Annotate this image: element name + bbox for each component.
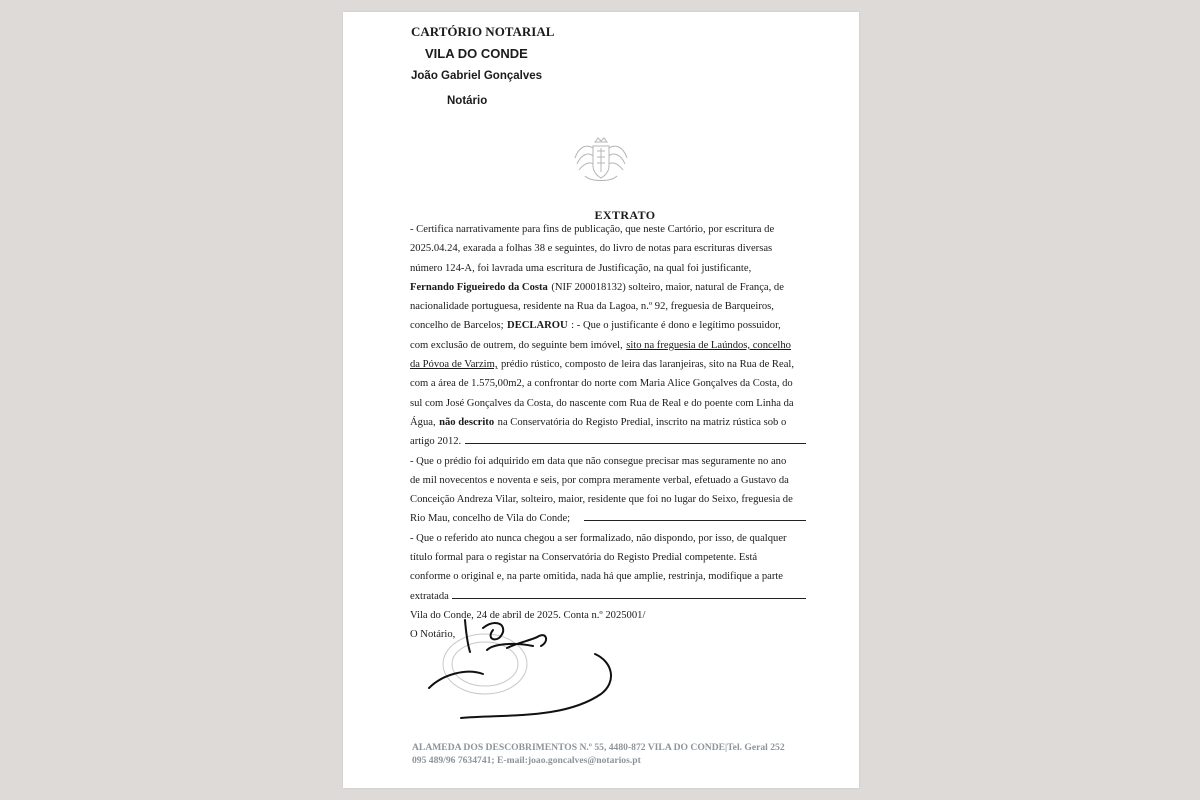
footer-phone-email: 095 489/96 7634741; E-mail:joao.goncalves@notarios.pt xyxy=(412,755,641,766)
text-span: na Conservatória do Registo Predial, inscrito na matriz rústica sob o xyxy=(497,416,787,428)
coat-of-arms-icon xyxy=(571,136,631,186)
text-span: artigo 2012. xyxy=(410,436,462,448)
text-span: - Que o prédio foi adquirido em data que não consegue precisar mas seguramente no ano xyxy=(410,455,787,467)
text-line xyxy=(410,316,809,335)
text-line xyxy=(410,374,809,393)
text-span: com a área de 1.575,00m2, a confrontar do norte com Maria Alice Gonçalves da Costa, do xyxy=(410,378,793,390)
text-line xyxy=(410,529,809,548)
notary-name: João Gabriel Gonçalves xyxy=(411,70,543,82)
document-title: EXTRATO xyxy=(594,208,656,222)
property-location: sito na freguesia de Laúndos, concelho xyxy=(626,339,791,351)
text-span: extratada xyxy=(410,590,449,602)
notary-role: Notário xyxy=(447,95,488,107)
justificant-name: Fernando Figueiredo da Costa xyxy=(410,281,548,293)
text-line xyxy=(410,259,809,278)
property-location: da Póvoa de Varzim, xyxy=(410,359,498,371)
text-span: prédio rústico, composto de leira das laranjeiras, sito na Rua de Real, xyxy=(500,359,794,371)
text-line xyxy=(410,278,809,297)
text-span: - Que o referido ato nunca chegou a ser formalizado, não dispondo, por isso, de qualquer xyxy=(410,532,787,544)
text-span: 2025.04.24, exarada a folhas 38 e seguintes, do livro de notas para escrituras diversas xyxy=(410,243,773,255)
footer-contact xyxy=(412,741,832,767)
paragraph-2 xyxy=(410,452,809,529)
text-span: Conceição Andreza Vilar, solteiro, maior, residente que foi no lugar do Seixo, freguesia de xyxy=(410,494,793,506)
footer-address: ALAMEDA DOS DESCOBRIMENTOS N.º 55, 4480-872 VILA DO CONDE|Tel. Geral 252 xyxy=(412,742,785,753)
text-line xyxy=(410,432,809,451)
fill-line xyxy=(465,432,806,444)
office-location: VILA DO CONDE xyxy=(425,46,528,61)
document-page xyxy=(343,12,859,788)
text-span: - Certifica narrativamente para fins de publicação, que neste Cartório, por escritura de xyxy=(410,224,775,235)
text-line xyxy=(410,471,809,490)
signature-stamp-icon xyxy=(423,602,623,732)
text-span: de mil novecentos e noventa e seis, por compra meramente verbal, efetuado a Gustavo da xyxy=(410,474,789,486)
text-span: (NIF 200018132) solteiro, maior, natural de França, de xyxy=(551,281,784,293)
text-span: concelho de Barcelos; xyxy=(410,320,504,332)
date-text: Vila do Conde, 24 de abril de 2025. Conta n.º 2025001/ xyxy=(410,609,646,621)
text-line xyxy=(410,452,809,471)
text-span: com exclusão de outrem, do seguinte bem imóvel, xyxy=(410,339,623,351)
signatory-label: O Notário, xyxy=(410,629,456,641)
text-span: : - Que o justificante é dono e legítimo possuidor, xyxy=(571,320,781,332)
text-span: conforme o original e, na parte omitida, nada há que amplie, restrinja, modifique a parte xyxy=(410,571,783,583)
text-span: sul com José Gonçalves da Costa, do nascente com Rua de Real e do poente com Linha da xyxy=(410,397,794,409)
office-name: CARTÓRIO NOTARIAL xyxy=(411,24,555,39)
text-line xyxy=(410,413,809,432)
text-line xyxy=(410,548,809,567)
text-line xyxy=(410,490,809,509)
text-line xyxy=(410,567,809,586)
text-line xyxy=(410,355,809,374)
text-span: título formal para o registar na Conservatória do Registo Predial competente. Está xyxy=(410,552,758,564)
not-registered-keyword: não descrito xyxy=(439,416,495,428)
text-line xyxy=(410,394,809,413)
text-line xyxy=(410,239,809,258)
paragraph-1 xyxy=(410,220,809,452)
text-span: Rio Mau, concelho de Vila do Conde; xyxy=(410,513,571,525)
text-span: número 124-A, foi lavrada uma escritura de Justificação, na qual foi justificante, xyxy=(410,262,752,274)
paragraph-3 xyxy=(410,529,809,606)
text-span: Água, xyxy=(410,416,436,428)
fill-line xyxy=(584,509,806,521)
declared-keyword: DECLAROU xyxy=(507,320,568,332)
text-span: nacionalidade portuguesa, residente na Rua da Lagoa, n.º 92, freguesia de Barqueiros, xyxy=(410,301,774,313)
extract-body xyxy=(410,220,809,645)
text-line xyxy=(410,297,809,316)
text-line xyxy=(410,220,809,239)
text-line xyxy=(410,336,809,355)
fill-line xyxy=(452,587,805,599)
text-line xyxy=(410,509,809,528)
